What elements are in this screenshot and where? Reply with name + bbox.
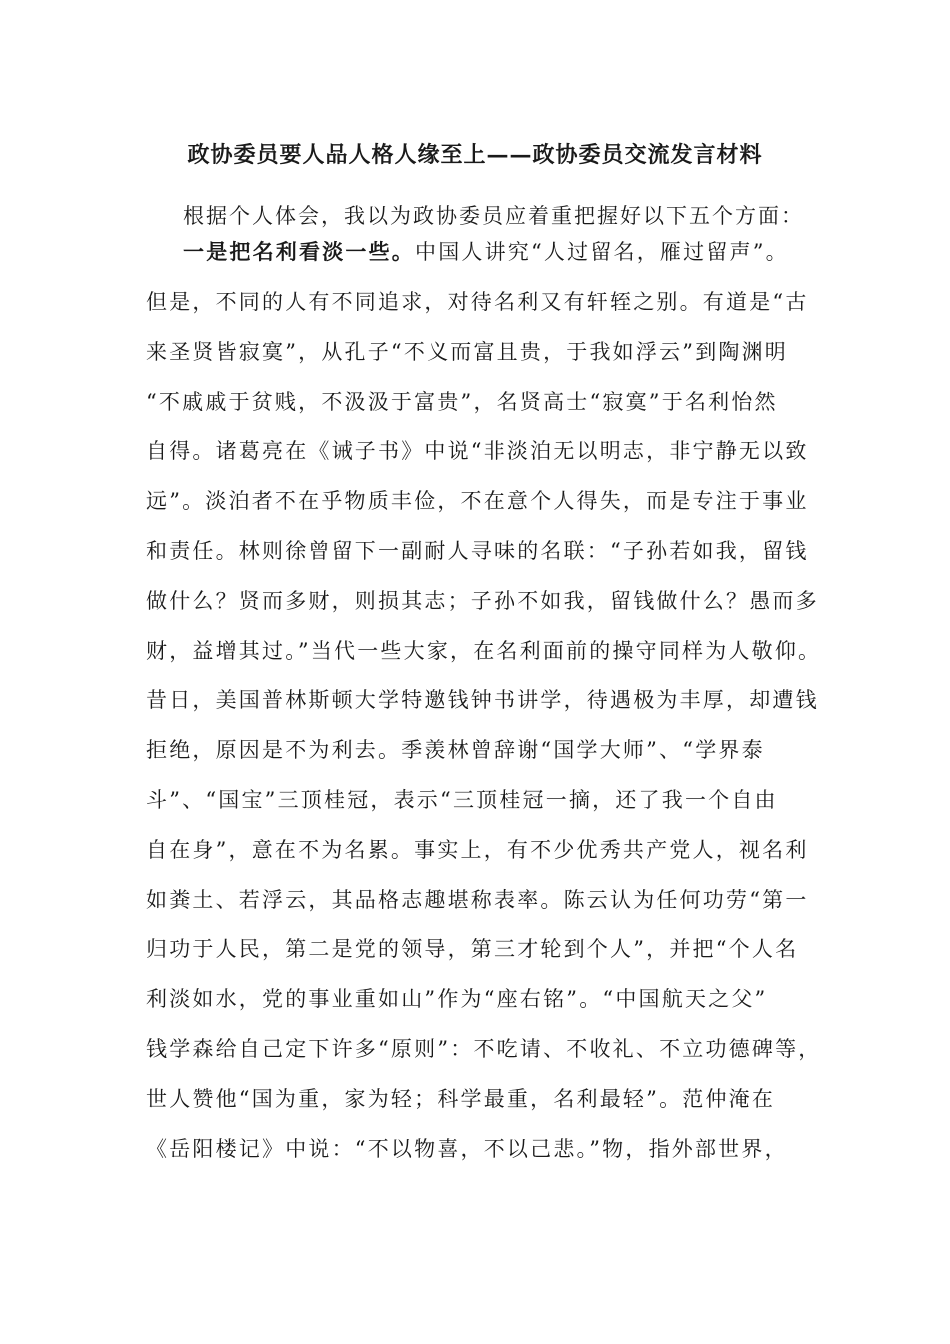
paragraph-line: 远”。淡泊者不在乎物质丰俭，不在意个人得失，而是专注于事业 [146, 489, 809, 514]
paragraph-line: 自得。诸葛亮在《诫子书》中说“非淡泊无以明志，非宁静无以致 [146, 439, 809, 464]
paragraph-line: 归功于人民，第二是党的领导，第三才轮到个人”，并把“个人名 [146, 937, 799, 962]
paragraph-line: 做什么？贤而多财，则损其志；子孙不如我，留钱做什么？愚而多 [146, 588, 819, 613]
paragraph-line: 斗”、“国宝”三顶桂冠，表示“三顶桂冠一摘，还了我一个自由 [146, 788, 778, 812]
paragraph-line [183, 237, 883, 267]
document-title: 政协委员要人品人格人缘至上——政协委员交流发言材料 [187, 142, 763, 168]
paragraph-line: 拒绝，原因是不为利去。季羡林曾辞谢“国学大师”、“学界泰 [146, 738, 765, 763]
paragraph-line: 和责任。林则徐曾留下一副耐人寻味的名联：“子孙若如我，留钱 [146, 539, 809, 563]
paragraph-line: 但是，不同的人有不同追求，对待名利又有轩轾之别。有道是“古 [146, 290, 809, 314]
intro-paragraph: 根据个人体会，我以为政协委员应着重把握好以下五个方面： [183, 204, 804, 228]
paragraph-line: 《岳阳楼记》中说：“不以物喜，不以己悲。”物，指外部世界， [146, 1136, 788, 1161]
paragraph-line: 来圣贤皆寂寞”，从孔子“不义而富且贵，于我如浮云”到陶渊明 [146, 339, 789, 364]
paragraph-line: 如粪土、若浮云，其品格志趣堪称表率。陈云认为任何功劳“第一 [146, 887, 809, 912]
paragraph-line: 钱学森给自己定下许多“原则”：不吃请、不收礼、不立功德碑等， [146, 1037, 822, 1061]
paragraph-text: 中国人讲究“人过留名，雁过留声”。 [415, 240, 789, 264]
paragraph-line: 财，益增其过。”当代一些大家，在名利面前的操守同样为人敬仰。 [146, 638, 822, 663]
section-lead: 一是把名利看淡一些。 [183, 239, 415, 264]
paragraph-line: 自在身”，意在不为名累。事实上，有不少优秀共产党人，视名利 [146, 837, 809, 862]
paragraph-line: 利淡如水，党的事业重如山”作为“座右铭”。“中国航天之父” [146, 987, 768, 1012]
paragraph-line: 昔日，美国普林斯顿大学特邀钱钟书讲学，待遇极为丰厚，却遭钱 [146, 688, 819, 713]
paragraph-line: 世人赞他“国为重，家为轻；科学最重，名利最轻”。范仲淹在 [146, 1086, 776, 1111]
paragraph-line: “不戚戚于贫贱，不汲汲于富贵”，名贤高士“寂寞”于名利怡然 [146, 389, 778, 414]
